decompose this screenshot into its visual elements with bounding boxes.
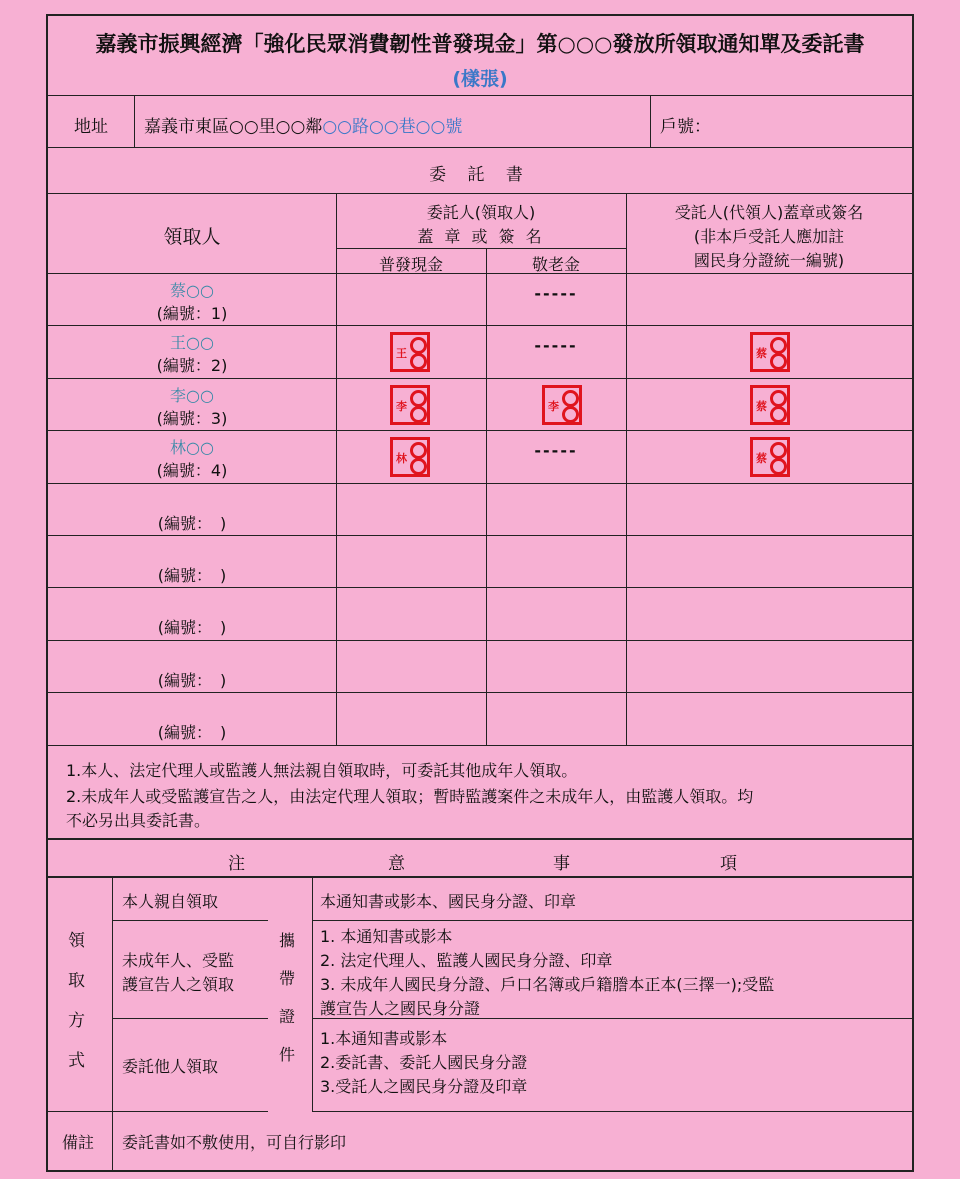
address-street: ○○路○○巷○○號	[322, 117, 463, 137]
docs-minor-4: 護宣告人之國民身分證	[320, 999, 481, 1018]
recipient-name: 林○○	[170, 438, 214, 458]
title-block	[48, 16, 912, 96]
col-agent-line2: (非本戶受託人應加註	[693, 227, 845, 246]
divider	[626, 536, 627, 588]
divider	[112, 920, 912, 921]
carry-column-bg	[268, 878, 312, 1112]
stamp-char: 王	[396, 347, 407, 361]
stamp-char: 李	[548, 399, 559, 413]
stamp-circle	[410, 337, 427, 354]
stamp-char: 蔡	[756, 452, 767, 466]
docs-minor-2: 2. 法定代理人、監護人國民身分證、印章	[320, 951, 613, 970]
divider	[312, 878, 313, 1112]
note-2-line1: 2.未成年人或受監護宣告之人，由法定代理人領取；暫時監護案件之未成年人，由監護人領取。均	[66, 787, 754, 806]
authorization-title: 委 託 書	[429, 165, 531, 185]
stamp-circle	[562, 406, 579, 423]
notice-char-4: 項	[720, 854, 737, 874]
address-label: 地址	[74, 117, 108, 137]
method-self: 本人親自領取	[122, 892, 219, 911]
divider	[486, 693, 487, 745]
table-row	[48, 274, 912, 326]
col-principal-line2: 蓋 章 或 簽 名	[417, 227, 545, 246]
elder-dash: -----	[534, 441, 578, 461]
method-label-3: 方	[68, 1011, 85, 1031]
remark-row	[48, 1112, 912, 1170]
docs-proxy-3: 3.受託人之國民身分證及印章	[320, 1077, 528, 1096]
principal-cash-stamp	[390, 437, 430, 477]
principal-cash-stamp	[390, 385, 430, 425]
address-district: 嘉義市東區○○里○○鄰	[144, 117, 323, 137]
notice-char-3: 事	[553, 854, 570, 874]
divider	[486, 641, 487, 693]
divider	[626, 588, 627, 640]
col-cash: 普發現金	[378, 255, 443, 274]
divider	[112, 878, 113, 1112]
divider	[112, 1112, 113, 1170]
carry-label-4: 件	[279, 1045, 296, 1064]
divider	[336, 274, 337, 326]
table-row	[48, 536, 912, 588]
divider	[486, 379, 487, 431]
docs-minor-3: 3. 未成年人國民身分證、戶口名簿或戶籍謄本正本(三擇一);受監	[320, 975, 775, 994]
docs-self: 本通知書或影本、國民身分證、印章	[320, 892, 577, 911]
divider	[626, 274, 627, 326]
divider	[486, 588, 487, 640]
stamp-char: 蔡	[756, 347, 767, 361]
agent-stamp	[750, 332, 790, 372]
table-row	[48, 484, 912, 536]
stamp-circle	[770, 337, 787, 354]
stamp-circle	[410, 442, 427, 459]
stamp-circle	[410, 406, 427, 423]
recipient-number: (編號： )	[157, 618, 227, 638]
stamp-circle	[770, 406, 787, 423]
divider	[336, 693, 337, 745]
divider	[112, 1018, 912, 1019]
household-label: 戶號：	[660, 117, 711, 137]
form-title: 嘉義市振興經濟「強化民眾消費韌性普發現金」第○○○發放所領取通知單及委託書	[95, 32, 865, 56]
notice-title-row	[48, 840, 912, 878]
agent-stamp	[750, 437, 790, 477]
elder-dash: -----	[534, 336, 578, 356]
stamp-circle	[770, 390, 787, 407]
recipient-number: (編號：2)	[156, 356, 228, 376]
stamp-circle	[410, 353, 427, 370]
method-proxy: 委託他人領取	[122, 1057, 219, 1076]
agent-stamp	[750, 385, 790, 425]
recipient-number: (編號：1)	[156, 304, 228, 323]
carry-label-2: 帶	[279, 969, 296, 988]
col-agent-line3: 國民身分證統一編號)	[693, 251, 845, 270]
recipient-number: (編號： )	[157, 513, 227, 533]
col-recipient: 領取人	[163, 226, 221, 248]
notice-char-2: 意	[388, 854, 405, 874]
stamp-circle	[410, 390, 427, 407]
docs-minor-1: 1. 本通知書或影本	[320, 927, 453, 946]
recipient-number: (編號： )	[157, 670, 227, 690]
divider	[486, 536, 487, 588]
col-elder: 敬老金	[531, 255, 580, 274]
stamp-circle	[562, 390, 579, 407]
recipient-name: 王○○	[170, 333, 214, 353]
divider	[336, 326, 337, 378]
table-row	[48, 641, 912, 693]
docs-proxy-2: 2.委託書、委託人國民身分證	[320, 1053, 528, 1072]
divider	[626, 431, 627, 483]
note-2-line2: 不必另出具委託書。	[66, 811, 211, 830]
notice-form	[46, 14, 914, 1172]
methods-block	[48, 878, 912, 1112]
stamp-char: 蔡	[756, 399, 767, 413]
divider	[626, 693, 627, 745]
divider	[336, 248, 626, 249]
principal-elder-stamp	[542, 385, 582, 425]
stamp-circle	[770, 442, 787, 459]
divider	[336, 431, 337, 483]
recipient-number: (編號：4)	[156, 461, 228, 481]
stamp-circle	[770, 353, 787, 370]
method-label-2: 取	[68, 971, 85, 991]
divider	[336, 484, 337, 536]
col-agent-line1: 受託人(代領人)蓋章或簽名	[674, 203, 864, 222]
docs-proxy-1: 1.本通知書或影本	[320, 1029, 448, 1048]
divider	[336, 536, 337, 588]
col-principal-line1: 委託人(領取人)	[426, 203, 536, 222]
address-row	[48, 96, 912, 148]
table-row	[48, 326, 912, 378]
authorization-notes	[48, 746, 912, 840]
stamp-char: 李	[396, 399, 407, 413]
authorization-title-row	[48, 148, 912, 194]
stamp-circle	[770, 458, 787, 475]
divider	[626, 484, 627, 536]
recipient-number: (編號： )	[157, 566, 227, 585]
divider	[134, 96, 135, 148]
table-row	[48, 588, 912, 640]
address-value	[144, 112, 462, 137]
recipient-number: (編號：3)	[156, 408, 228, 428]
note-1: 1.本人、法定代理人或監護人無法親自領取時，可委託其他成年人領取。	[66, 761, 578, 780]
notice-char-1: 注	[228, 854, 245, 874]
divider	[626, 641, 627, 693]
remark-text: 委託書如不敷使用，可自行影印	[122, 1133, 347, 1152]
recipient-number: (編號： )	[157, 723, 227, 743]
divider	[336, 641, 337, 693]
divider	[486, 484, 487, 536]
table-row	[48, 379, 912, 431]
carry-label-3: 證	[279, 1007, 296, 1026]
divider	[626, 379, 627, 431]
table-header	[48, 194, 912, 274]
table-row	[48, 693, 912, 745]
divider	[626, 326, 627, 378]
recipient-name: 李○○	[170, 385, 214, 405]
method-minor-line1: 未成年人、受監	[122, 951, 235, 970]
principal-cash-stamp	[390, 332, 430, 372]
remark-label: 備註	[62, 1133, 95, 1152]
divider	[336, 588, 337, 640]
table-row	[48, 431, 912, 483]
method-label-1: 領	[68, 931, 85, 951]
method-label-4: 式	[68, 1051, 85, 1071]
method-minor-line2: 護宣告人之領取	[122, 975, 235, 994]
divider	[650, 96, 651, 148]
elder-dash: -----	[534, 284, 578, 303]
carry-label-1: 攜	[279, 931, 296, 950]
divider	[336, 379, 337, 431]
sample-label: (樣張)	[452, 68, 508, 90]
stamp-char: 林	[396, 452, 407, 466]
recipient-name: 蔡○○	[170, 281, 214, 300]
stamp-circle	[410, 458, 427, 475]
